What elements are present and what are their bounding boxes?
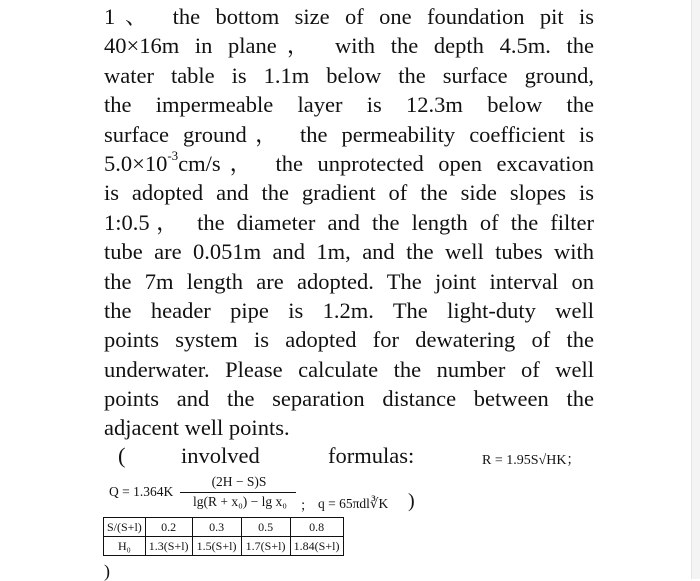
table-header-label: S/(S+l) — [104, 518, 146, 537]
problem-line: points and the separation distance between the — [104, 386, 594, 412]
table-row — [104, 518, 344, 537]
table-row-label: H₀ — [104, 537, 146, 556]
problem-line: underwater. Please calculate the number of well — [104, 356, 594, 382]
problem-line: 40×16m in plane， with the depth 4.5m. the — [104, 33, 594, 59]
problem-statement — [104, 2, 594, 443]
problem-line: the 7m length are adopted. The joint interval on — [104, 268, 594, 294]
permeability-exponent: -3 — [167, 148, 179, 164]
table-cell: 0.8 — [290, 518, 343, 537]
q-small-formula: q = 65πdl∛K — [318, 496, 389, 511]
problem-line: tube are 0.051m and 1m, and the well tubes with — [104, 239, 594, 265]
problem-line: water table is 1.1m below the surface ground, — [104, 62, 594, 88]
table-cell: 1.84(S+l) — [290, 537, 343, 556]
formulas-label: formulas: — [328, 443, 415, 468]
problem-line: surface ground， the permeability coefficient is — [104, 121, 594, 147]
problem-line: 1、 the bottom size of one foundation pit is — [104, 4, 594, 29]
problem-line: the header pipe is 1.2m. The light-duty well — [104, 297, 594, 323]
problem-line-permeability — [104, 149, 594, 178]
q-formula-prefix: Q = 1.364K — [109, 484, 174, 499]
page-edge — [691, 0, 700, 579]
fraction-bar — [180, 492, 296, 493]
permeability-value: 5.0×10 — [104, 150, 168, 176]
table-cell: 0.5 — [241, 518, 290, 537]
table-cell: 1.3(S+l) — [145, 537, 192, 556]
table-cell: 1.7(S+l) — [241, 537, 290, 556]
table-row — [104, 537, 344, 556]
q-formula-numerator: (2H − S)S — [211, 474, 267, 489]
closing-paren: ) — [104, 561, 110, 581]
table-cell: 0.3 — [192, 518, 241, 537]
table-cell: 1.5(S+l) — [192, 537, 241, 556]
close-paren: ) — [408, 490, 415, 512]
open-paren: ( — [118, 443, 126, 468]
h0-table — [103, 517, 344, 556]
q-formula-denominator: lg(R + x₀) − lg x₀ — [192, 494, 287, 509]
involved-label: involved — [181, 443, 260, 468]
r-formula: R = 1.95S√HK； — [482, 453, 581, 468]
permeability-rest: cm/s， the unprotected open excavation — [178, 150, 594, 176]
formula-separator: ； — [300, 498, 314, 513]
problem-line: points system is adopted for dewatering of the — [104, 327, 594, 353]
formulas-heading — [104, 443, 594, 473]
problem-line: is adopted and the gradient of the side slopes is — [104, 180, 594, 206]
problem-line: 1:0.5， the diameter and the length of the filter — [104, 209, 594, 235]
problem-line: the impermeable layer is 12.3m below the — [104, 92, 594, 118]
table-cell: 0.2 — [145, 518, 192, 537]
problem-line: adjacent well points. — [104, 415, 290, 441]
